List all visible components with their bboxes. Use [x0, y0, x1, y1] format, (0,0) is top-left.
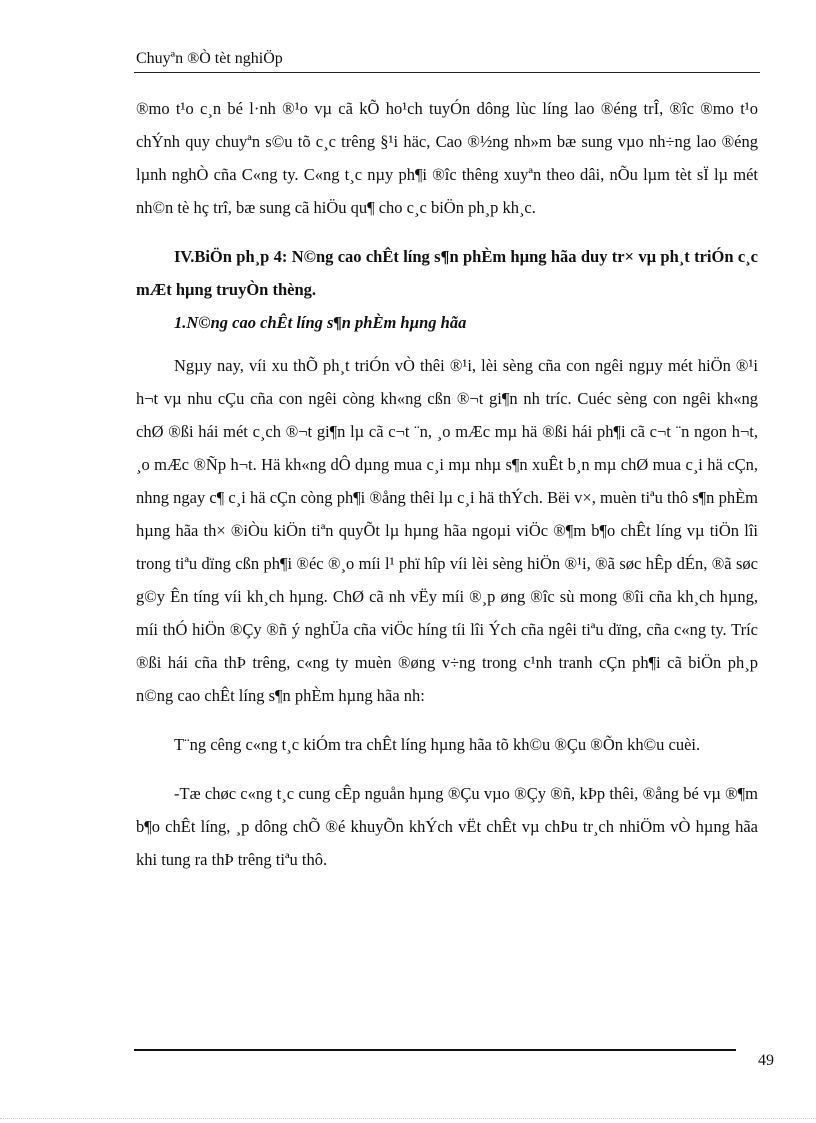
paragraph-2: Ngµy nay, víi xu thÕ ph¸t triÓn vÒ thêi ®¹i, lèi sèng cña con ngêi ngµy mét hiÖn ®¹i h¬t vµ nhu cÇu cña con ngêi còng kh«ng cßn ®¬t gi¶n nh tríc. Cuéc sèng con ngêi kh«ng chØ ®ßi hái mét c¸ch ®¬t gi¶n lµ cã c¬t ¨n, ¸o mÆc mµ hä ®ßi hái ph¶i cã c¬t ¨n ngon h¬t, ¸o mÆc ®Ñp h¬t. Hä kh«ng dÔ dµng mua c¸i mµ nhµ s¶n xuÊt b¸n mµ chØ mua c¸i hä cÇn, nhng ngay c¶ c¸i hä cÇn còng ph¶i ®ång thêi lµ c¸i hä thÝch. Bëi v×, muèn tiªu thô s¶n phÈm hµng hãa th× ®iÒu kiÖn tiªn quyÕt lµ hµng hãa ngoµi viÖc ®¶m b¶o chÊt líng vµ tiÖn lîi trong tiªu dïng cßn ph¶i ®éc ®¸o míi l¹ phï hîp víi lèi sèng hiÖn ®¹i, ®ã søc hÊp dÉn, ®ã søc g©y Ên tíng víi kh¸ch hµng. ChØ cã nh vËy míi ®¸p øng ®îc sù mong ®îi cña kh¸ch hµng, míi thÓ hiÖn ®Çy ®ñ ý nghÜa cña viÖc híng tíi lîi Ých cña ngêi tiªu dïng, cña c«ng ty. Tríc ®ßi hái cña thÞ trêng, c«ng ty muèn ®øng v÷ng trong c¹nh tranh cÇn ph¶i cã biÖn ph¸p n©ng cao chÊt líng s¶n phÈm hµng hãa nh: — [136, 356, 758, 705]
header-rule — [134, 72, 760, 73]
paragraph-4: -Tæ chøc c«ng t¸c cung cÊp nguån hµng ®Çu vµo ®Çy ®ñ, kÞp thêi, ®ång bé vµ ®¶m b¶o chÊt líng, ¸p dông chÕ ®é khuyÕn khÝch vËt chÊt vµ chÞu tr¸ch nhiÖm vÒ hµng hãa khi tung ra thÞ trêng tiªu thô. — [136, 784, 758, 869]
paragraph-3: T¨ng cêng c«ng t¸c kiÓm tra chÊt líng hµng hãa tõ kh©u ®Çu ®Õn kh©u cuèi. — [174, 735, 701, 754]
paragraph-continued: ®mo t¹o c¸n bé l·nh ®¹o vµ cã kÕ ho¹ch tuyÓn dông lùc líng lao ®éng trÎ, ®îc ®mo t¹o chÝnh quy chuyªn s©u tõ c¸c trêng §¹i häc, Cao ®½ng nh»m bæ sung vµo nh÷ng lao ®éng lµnh nghÒ cña C«ng ty. C«ng t¸c nµy ph¶i ®îc thêng xuyªn theo dâi, nÕu lµm tèt sÏ lµ mét nh©n tè hç trî, bæ sung cã hiÖu qu¶ cho c¸c biÖn ph¸p kh¸c. — [136, 99, 758, 217]
body-text — [136, 92, 758, 876]
paragraph-gap — [136, 761, 758, 777]
page-number: 49 — [758, 1052, 774, 1069]
paragraph-gap — [136, 712, 758, 728]
running-header: Chuyªn ®Ò tèt nghiÖp — [136, 50, 283, 67]
page-bottom-border — [0, 1118, 816, 1119]
subheading-1: 1.N©ng cao chÊt líng s¶n phÈm hµng hãa — [174, 313, 467, 332]
section-heading-iv: IV.BiÖn ph¸p 4: N©ng cao chÊt líng s¶n phÈm hµng hãa duy tr× vµ ph¸t triÓn c¸c mÆt hµng truyÒn thèng. — [136, 247, 758, 299]
paragraph-gap — [136, 224, 758, 240]
footer-rule — [134, 1049, 736, 1051]
